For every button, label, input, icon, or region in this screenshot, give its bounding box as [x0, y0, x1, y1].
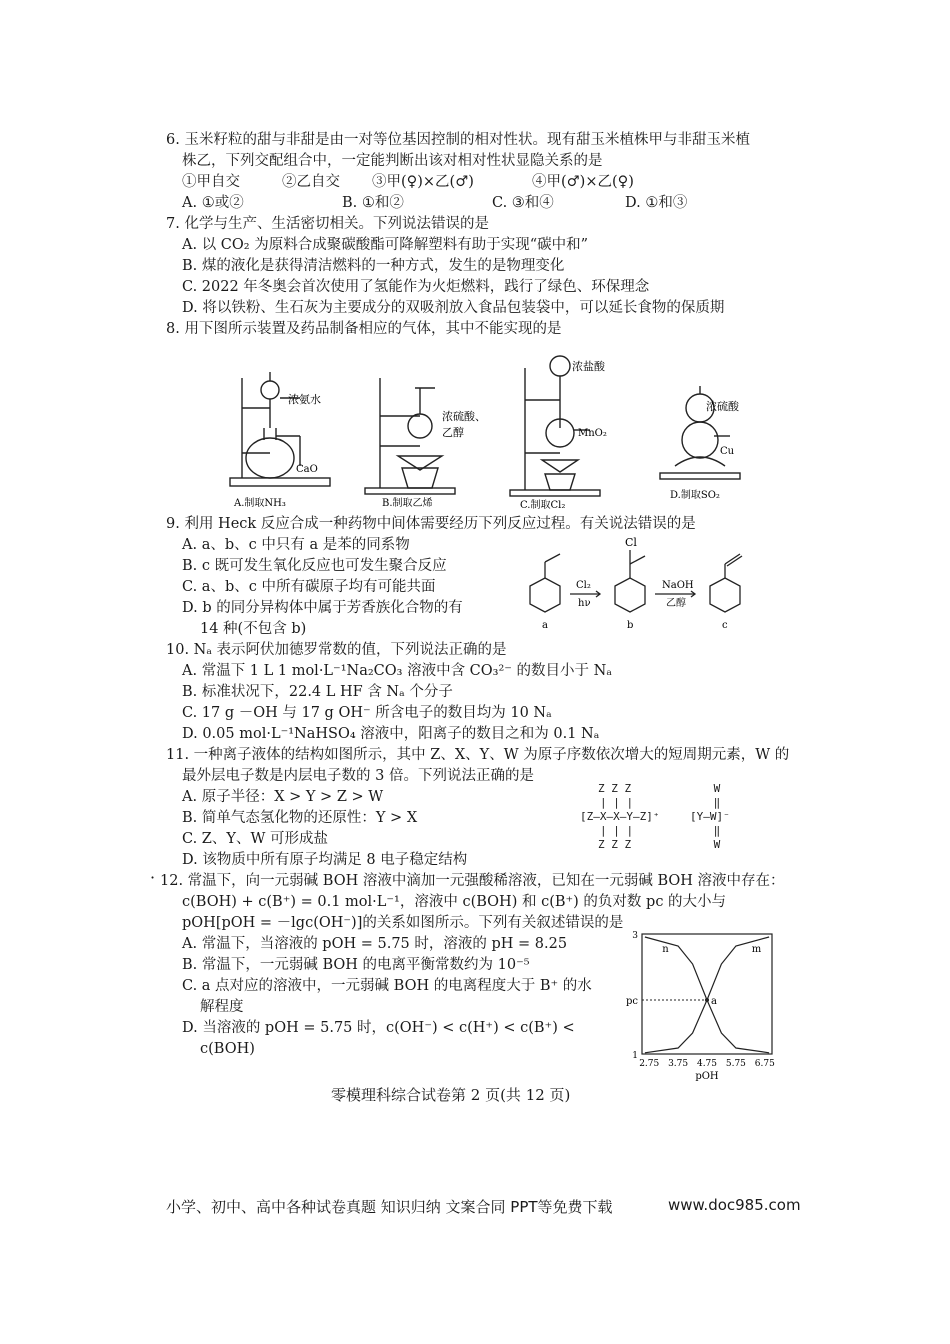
q7-option-d: D. 将以铁粉、生石灰为主要成分的双吸剂放入食品包装袋中，可以延长食物的保质期: [182, 300, 725, 316]
q8-label-c2: MnO₂: [578, 428, 607, 439]
q9-option-d-line2: 14 种(不包含 b): [200, 621, 307, 637]
chart-point-a: [705, 998, 709, 1002]
q6-line1: 6. 玉米籽粒的甜与非甜是由一对等位基因控制的相对性状。现有甜玉米植株甲与非甜玉米植: [166, 132, 750, 148]
q6-option-d: D. ①和③: [625, 195, 688, 211]
q6-option-c: C. ③和④: [492, 195, 554, 211]
q11-anion-bottom: W: [713, 838, 721, 851]
q11-option-a: A. 原子半径：X > Y > Z > W: [182, 789, 384, 805]
bottom-url[interactable]: www.doc985.com: [668, 1196, 801, 1214]
q6-option-a: A. ①或②: [182, 195, 244, 211]
q8-caption-b: B.制取乙烯: [382, 498, 433, 509]
q10-option-b: B. 标准状况下，22.4 L HF 含 Nₐ 个分子: [182, 684, 453, 700]
chart-x-tick-label: 3.75: [668, 1059, 689, 1069]
q6-combo-3: ③甲(♀)×乙(♂): [372, 174, 474, 190]
q9-cl-label: Cl: [625, 536, 637, 549]
q8-label-b1: 浓硫酸、: [442, 410, 486, 423]
q8-label-a2: CaO: [296, 464, 318, 475]
q11-line1: 11. 一种离子液体的结构如图所示，其中 Z、X、Y、W 为原子序数依次增大的短周期元素，W 的: [166, 747, 790, 763]
q6-combo-2: ②乙自交: [282, 174, 340, 190]
chart-x-tick-label: 5.75: [725, 1059, 746, 1069]
q12-mark: ·: [150, 868, 156, 887]
q6-option-b: B. ①和②: [342, 195, 404, 211]
q7-option-b: B. 煤的液化是获得清洁燃料的一种方式，发生的是物理变化: [182, 258, 565, 274]
q9-option-a: A. a、b、c 中只有 a 是苯的同系物: [182, 537, 410, 553]
q11-option-b: B. 简单气态氢化物的还原性：Y > X: [182, 810, 418, 826]
q7-option-a: A. 以 CO₂ 为原料合成聚碳酸酯可降解塑料有助于实现“碳中和”: [182, 237, 589, 253]
chart-series-label-m: m: [751, 944, 762, 955]
q9-condition-2: 乙醇: [666, 598, 686, 609]
q11-structure-top: Z Z Z: [598, 782, 632, 795]
q8-label-c1: 浓盐酸: [572, 360, 605, 373]
q12-pc-poh-chart: [620, 928, 780, 1088]
q11-structure-bottom: Z Z Z: [598, 838, 632, 851]
chart-y-axis-label: pc: [625, 996, 638, 1007]
q12-option-c-line2: 解程度: [200, 999, 244, 1015]
q9-option-b: B. c 既可发生氧化反应也可发生聚合反应: [182, 558, 447, 574]
q9-reaction-scheme: [500, 536, 800, 636]
q8-caption-c: C.制取Cl₂: [520, 500, 566, 511]
q8-caption-d: D.制取SO₂: [670, 490, 720, 501]
q11-anion-mid: [Y—W]⁻: [690, 810, 730, 823]
q11-option-c: C. Z、Y、W 可形成盐: [182, 831, 328, 847]
q10-option-c: C. 17 g －OH 与 17 g OH⁻ 所含电子的数目均为 10 Nₐ: [182, 705, 552, 721]
q11-structure: Z Z Z | | | [Z—X—X—Y—Z]⁺ | | | Z Z Z: [580, 782, 660, 851]
chart-x-tick-label: 2.75: [639, 1059, 660, 1069]
q9-reagent-2: NaOH: [662, 580, 694, 591]
q11-structure-cation: [Z—X—X—Y—Z]⁺: [580, 810, 660, 823]
q9-condition-1: hν: [578, 598, 591, 609]
q11-line2: 最外层电子数是内层电子数的 3 倍。下列说法正确的是: [182, 768, 534, 784]
q12-option-a: A. 常温下，当溶液的 pOH = 5.75 时，溶液的 pH = 8.25: [182, 936, 568, 952]
q9-option-d-line1: D. b 的同分异构体中属于芳香族化合物的有: [182, 600, 463, 616]
q6-combo-1: ①甲自交: [182, 174, 240, 190]
q11-option-d: D. 该物质中所有原子均满足 8 电子稳定结构: [182, 852, 468, 868]
q9-compound-a: a: [542, 620, 548, 631]
q12-option-d-line1: D. 当溶液的 pOH = 5.75 时，c(OH⁻) < c(H⁺) < c(B⁺) <: [182, 1020, 575, 1036]
q7-option-c: C. 2022 年冬奥会首次使用了氢能作为火炬燃料，践行了绿色、环保理念: [182, 279, 650, 295]
q6-line2: 株乙，下列交配组合中，一定能判断出该对相对性状显隐关系的是: [182, 153, 603, 169]
chart-x-axis-label: pOH: [695, 1071, 719, 1082]
chart-y-tick-label: 1: [632, 1051, 638, 1061]
q8-label-b2: 乙醇: [442, 426, 464, 439]
q8-caption-a: A.制取NH₃: [234, 498, 286, 509]
q12-line1: 12. 常温下，向一元弱碱 BOH 溶液中滴加一元强酸稀溶液，已知在一元弱碱 BOH 溶液中存在：: [160, 873, 785, 889]
q9-stem: 9. 利用 Heck 反应合成一种药物中间体需要经历下列反应过程。有关说法错误的是: [166, 516, 696, 532]
q7-stem: 7. 化学与生产、生活密切相关。下列说法错误的是: [166, 216, 489, 232]
q9-option-c: C. a、b、c 中所有碳原子均有可能共面: [182, 579, 436, 595]
q8-apparatus-figure: [220, 348, 770, 520]
q11-anion: W ‖ [Y—W]⁻ ‖ W: [690, 782, 730, 851]
q8-stem: 8. 用下图所示装置及药品制备相应的气体，其中不能实现的是: [166, 321, 562, 337]
q12-option-d-line2: c(BOH): [200, 1041, 255, 1057]
q10-option-d: D. 0.05 mol·L⁻¹NaHSO₄ 溶液中，阳离子的数目之和为 0.1 Nₐ: [182, 726, 600, 742]
q12-option-c-line1: C. a 点对应的溶液中，一元弱碱 BOH 的电离程度大于 B⁺ 的水: [182, 978, 592, 994]
chart-y-tick-label: 3: [632, 931, 638, 941]
q10-stem: 10. Nₐ 表示阿伏加德罗常数的值，下列说法正确的是: [166, 642, 507, 658]
q11-anion-top: W: [713, 782, 721, 795]
bottom-banner: 小学、初中、高中各种试卷真题 知识归纳 文案合同 PPT等免费下载: [166, 1198, 613, 1216]
q12-line3: pOH[pOH = －lgc(OH⁻)]的关系如图所示。下列有关叙述错误的是: [182, 915, 624, 931]
chart-x-tick-label: 6.75: [754, 1059, 775, 1069]
chart-series-label-n: n: [662, 944, 669, 955]
page-footer: 零模理科综合试卷第 2 页(共 12 页): [331, 1086, 571, 1104]
chart-point-label: a: [711, 996, 717, 1007]
q8-label-a1: 浓氨水: [288, 393, 321, 406]
q6-combo-4: ④甲(♂)×乙(♀): [532, 174, 634, 190]
chart-x-tick-label: 4.75: [696, 1059, 718, 1069]
q8-label-d2: Cu: [720, 446, 735, 457]
q10-option-a: A. 常温下 1 L 1 mol·L⁻¹Na₂CO₃ 溶液中含 CO₃²⁻ 的数目小于 Nₐ: [182, 663, 612, 679]
q8-label-d1: 浓硫酸: [706, 400, 739, 413]
q12-line2: c(BOH) + c(B⁺) = 0.1 mol·L⁻¹，溶液中 c(BOH) 和 c(B⁺) 的负对数 pc 的大小与: [182, 894, 727, 910]
q12-option-b: B. 常温下，一元弱碱 BOH 的电离平衡常数约为 10⁻⁵: [182, 957, 530, 973]
q9-compound-c: c: [722, 620, 728, 631]
q9-reagent-1: Cl₂: [576, 580, 591, 591]
q9-compound-b: b: [627, 620, 634, 631]
